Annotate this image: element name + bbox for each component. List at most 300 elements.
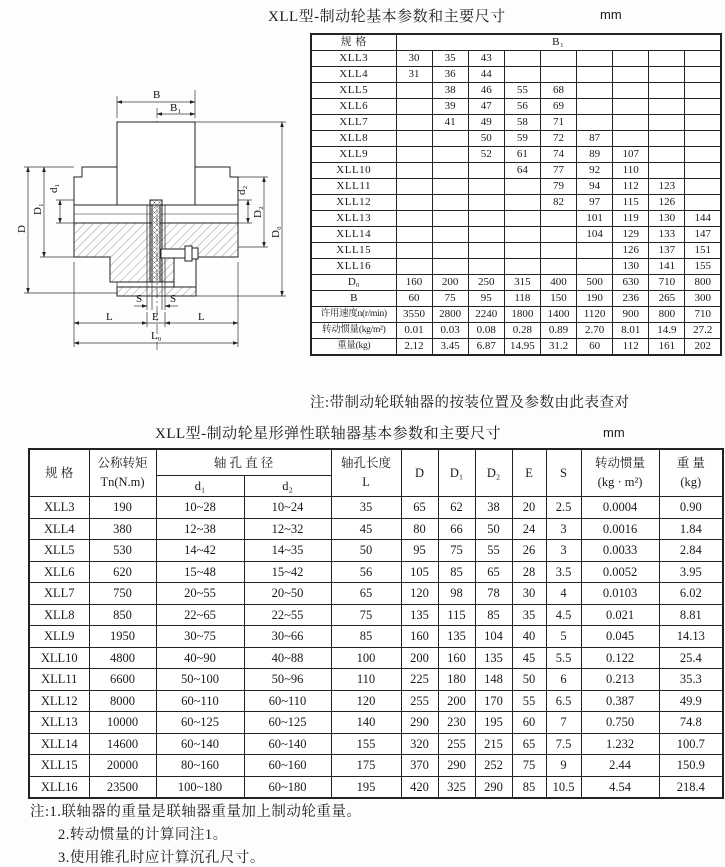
- coupling-table-row: [29, 583, 723, 605]
- torque-header-line1: 公称转矩: [97, 455, 148, 470]
- col-header-D: D: [401, 449, 438, 497]
- footer-value-cell: 800: [685, 275, 721, 291]
- footer-value-cell: 150: [540, 291, 576, 307]
- coupling-value-cell: 45: [512, 647, 546, 669]
- footer-value-cell: 202: [685, 339, 721, 356]
- b1-value-cell: [432, 259, 468, 275]
- coupling-value-cell: 160: [401, 626, 438, 648]
- coupling-value-cell: 22~65: [156, 604, 244, 626]
- coupling-value-cell: 290: [475, 776, 512, 798]
- coupling-value-cell: 3.5: [546, 561, 581, 583]
- b1-value-cell: [396, 259, 432, 275]
- coupling-value-cell: 10~28: [156, 497, 244, 519]
- b1-value-cell: 77: [540, 163, 576, 179]
- coupling-value-cell: 22~55: [244, 604, 331, 626]
- coupling-value-cell: 620: [89, 561, 156, 583]
- spec-cell: XLL12: [29, 690, 89, 712]
- dim-label-d2: d₂: [236, 185, 248, 195]
- coupling-value-cell: 380: [89, 518, 156, 540]
- coupling-value-cell: 60~140: [156, 733, 244, 755]
- b1-value-cell: [468, 163, 504, 179]
- coupling-value-cell: 120: [331, 690, 401, 712]
- coupling-value-cell: 105: [401, 561, 438, 583]
- coupling-value-cell: 60~160: [244, 755, 331, 777]
- b1-value-cell: 72: [540, 131, 576, 147]
- coupling-value-cell: 290: [438, 755, 475, 777]
- brake-table-row: [311, 99, 721, 115]
- bottom-note-3: 3.使用锥孔时应计算沉孔尺寸。: [58, 850, 265, 866]
- dim-label-D2: D₂: [252, 206, 264, 218]
- b1-column-header: B₁: [396, 34, 721, 51]
- coupling-value-cell: 35.3: [659, 669, 723, 691]
- b1-value-cell: 74: [540, 147, 576, 163]
- b1-value-cell: [468, 227, 504, 243]
- coupling-value-cell: 290: [401, 712, 438, 734]
- footer-value-cell: 95: [468, 291, 504, 307]
- coupling-value-cell: 20000: [89, 755, 156, 777]
- coupling-value-cell: 74.8: [659, 712, 723, 734]
- footer-value-cell: 60: [396, 291, 432, 307]
- coupling-header-row-1: [29, 449, 723, 476]
- b1-value-cell: 92: [577, 163, 613, 179]
- b1-value-cell: [540, 211, 576, 227]
- brake-table-row: [311, 243, 721, 259]
- footer-value-cell: 800: [649, 307, 685, 323]
- b1-value-cell: [432, 227, 468, 243]
- coupling-value-cell: 14~35: [244, 540, 331, 562]
- coupling-value-cell: 28: [512, 561, 546, 583]
- footer-value-cell: 60: [577, 339, 613, 356]
- coupling-value-cell: 10000: [89, 712, 156, 734]
- upper-unit-label: mm: [600, 7, 622, 22]
- b1-value-cell: [685, 51, 721, 67]
- brake-table-row: [311, 227, 721, 243]
- col-header-D1: D₁: [438, 449, 475, 497]
- brake-table-footer-row: [311, 307, 721, 323]
- b1-value-cell: [468, 179, 504, 195]
- coupling-value-cell: 4.5: [546, 604, 581, 626]
- coupling-value-cell: 65: [401, 497, 438, 519]
- b1-value-cell: [396, 195, 432, 211]
- coupling-value-cell: 35: [331, 497, 401, 519]
- coupling-value-cell: 78: [475, 583, 512, 605]
- coupling-value-cell: 40~90: [156, 647, 244, 669]
- footer-value-cell: 0.08: [468, 323, 504, 339]
- b1-value-cell: [649, 115, 685, 131]
- b1-value-cell: [432, 195, 468, 211]
- coupling-value-cell: 50: [475, 518, 512, 540]
- spec-cell: XLL7: [311, 115, 396, 131]
- footer-value-cell: 0.89: [540, 323, 576, 339]
- b1-value-cell: 129: [613, 227, 649, 243]
- b1-value-cell: 61: [504, 147, 540, 163]
- b1-value-cell: [468, 259, 504, 275]
- coupling-value-cell: 14~42: [156, 540, 244, 562]
- b1-value-cell: 144: [685, 211, 721, 227]
- coupling-table-row: [29, 561, 723, 583]
- coupling-value-cell: 56: [331, 561, 401, 583]
- spec-cell: XLL4: [29, 518, 89, 540]
- coupling-value-cell: 110: [331, 669, 401, 691]
- spec-cell: XLL5: [311, 83, 396, 99]
- footer-value-cell: 265: [649, 291, 685, 307]
- brake-table-footer-row: [311, 291, 721, 307]
- coupling-value-cell: 2.5: [546, 497, 581, 519]
- b1-value-cell: [649, 51, 685, 67]
- b1-value-cell: 50: [468, 131, 504, 147]
- footer-value-cell: 161: [649, 339, 685, 356]
- coupling-value-cell: 95: [401, 540, 438, 562]
- footer-value-cell: 710: [685, 307, 721, 323]
- b1-value-cell: [577, 83, 613, 99]
- spec-cell: XLL15: [311, 243, 396, 259]
- coupling-table-row: [29, 626, 723, 648]
- coupling-value-cell: 0.122: [581, 647, 659, 669]
- coupling-value-cell: 0.90: [659, 497, 723, 519]
- coupling-value-cell: 0.213: [581, 669, 659, 691]
- footer-value-cell: 14.95: [504, 339, 540, 356]
- footer-value-cell: 315: [504, 275, 540, 291]
- coupling-value-cell: 10~24: [244, 497, 331, 519]
- footer-value-cell: 3.45: [432, 339, 468, 356]
- coupling-value-cell: 135: [475, 647, 512, 669]
- brake-table-row: [311, 131, 721, 147]
- footer-value-cell: 2.12: [396, 339, 432, 356]
- col-header-d2: d₂: [244, 476, 331, 497]
- coupling-table-row: [29, 497, 723, 519]
- coupling-value-cell: 195: [475, 712, 512, 734]
- brake-table-header-row: [311, 34, 721, 51]
- brake-table-row: [311, 163, 721, 179]
- brake-table-footer-row: [311, 275, 721, 291]
- coupling-value-cell: 65: [475, 561, 512, 583]
- b1-value-cell: [613, 131, 649, 147]
- coupling-value-cell: 85: [331, 626, 401, 648]
- spec-cell: XLL12: [311, 195, 396, 211]
- b1-value-cell: [685, 83, 721, 99]
- footer-value-cell: 2800: [432, 307, 468, 323]
- b1-value-cell: 147: [685, 227, 721, 243]
- coupling-parameters-table: [28, 448, 724, 799]
- b1-value-cell: 89: [577, 147, 613, 163]
- coupling-value-cell: 175: [331, 755, 401, 777]
- footer-value-cell: 1400: [540, 307, 576, 323]
- b1-value-cell: [432, 211, 468, 227]
- b1-value-cell: 104: [577, 227, 613, 243]
- bottom-note-2: 2.转动惯量的计算同注1。: [58, 827, 228, 843]
- b1-value-cell: 130: [649, 211, 685, 227]
- b1-value-cell: [649, 67, 685, 83]
- brake-table-footer-row: [311, 323, 721, 339]
- b1-value-cell: 64: [504, 163, 540, 179]
- b1-value-cell: [396, 243, 432, 259]
- dim-label-D1: D₁: [32, 203, 44, 215]
- coupling-value-cell: 255: [438, 733, 475, 755]
- b1-value-cell: [685, 163, 721, 179]
- coupling-value-cell: 2.84: [659, 540, 723, 562]
- coupling-table-row: [29, 604, 723, 626]
- b1-value-cell: [613, 51, 649, 67]
- b1-value-cell: [649, 131, 685, 147]
- coupling-value-cell: 230: [438, 712, 475, 734]
- b1-value-cell: 141: [649, 259, 685, 275]
- spec-cell: XLL13: [311, 211, 396, 227]
- spec-cell: XLL16: [311, 259, 396, 275]
- coupling-value-cell: 135: [438, 626, 475, 648]
- spec-cell: XLL8: [311, 131, 396, 147]
- b1-value-cell: 52: [468, 147, 504, 163]
- b1-value-cell: [504, 51, 540, 67]
- b1-value-cell: [649, 83, 685, 99]
- coupling-value-cell: 12~38: [156, 518, 244, 540]
- col-header-inertia: [581, 449, 659, 497]
- b1-value-cell: [504, 259, 540, 275]
- coupling-value-cell: 325: [438, 776, 475, 798]
- dim-label-S-right: S: [170, 293, 177, 305]
- footer-value-cell: 500: [577, 275, 613, 291]
- b1-value-cell: 94: [577, 179, 613, 195]
- coupling-value-cell: 6600: [89, 669, 156, 691]
- coupling-value-cell: 30~75: [156, 626, 244, 648]
- footer-value-cell: 0.03: [432, 323, 468, 339]
- coupling-value-cell: 75: [512, 755, 546, 777]
- coupling-value-cell: 62: [438, 497, 475, 519]
- b1-value-cell: [540, 227, 576, 243]
- b1-value-cell: 87: [577, 131, 613, 147]
- coupling-value-cell: 55: [475, 540, 512, 562]
- coupling-value-cell: 6: [546, 669, 581, 691]
- dim-label-L-left: L: [106, 311, 113, 323]
- coupling-value-cell: 9: [546, 755, 581, 777]
- coupling-value-cell: 40~88: [244, 647, 331, 669]
- footer-value-cell: 1120: [577, 307, 613, 323]
- spec-cell: XLL13: [29, 712, 89, 734]
- b1-value-cell: 69: [540, 99, 576, 115]
- coupling-value-cell: 98: [438, 583, 475, 605]
- coupling-value-cell: 75: [331, 604, 401, 626]
- spec-cell: XLL14: [311, 227, 396, 243]
- coupling-value-cell: 100: [331, 647, 401, 669]
- b1-value-cell: [396, 211, 432, 227]
- spec-cell: XLL9: [311, 147, 396, 163]
- weight-header-line1: 重 量: [676, 455, 705, 470]
- upper-title: XLL型-制动轮基本参数和主要尺寸: [268, 9, 506, 25]
- dim-label-d1: d₁: [48, 183, 60, 193]
- brake-table-row: [311, 115, 721, 131]
- coupling-value-cell: 85: [438, 561, 475, 583]
- b1-value-cell: 35: [432, 51, 468, 67]
- b1-value-cell: 101: [577, 211, 613, 227]
- b1-value-cell: [468, 243, 504, 259]
- b1-value-cell: 126: [613, 243, 649, 259]
- coupling-value-cell: 23500: [89, 776, 156, 798]
- coupling-value-cell: 850: [89, 604, 156, 626]
- coupling-value-cell: 49.9: [659, 690, 723, 712]
- coupling-value-cell: 7: [546, 712, 581, 734]
- coupling-value-cell: 1950: [89, 626, 156, 648]
- coupling-table-row: [29, 669, 723, 691]
- coupling-value-cell: 2.44: [581, 755, 659, 777]
- coupling-value-cell: 8000: [89, 690, 156, 712]
- dim-label-D0: D₀: [270, 226, 282, 238]
- dim-label-S-left: S: [136, 293, 143, 305]
- upper-table-note: 注:带制动轮联轴器的按装位置及参数由此表查对: [310, 395, 630, 411]
- coupling-value-cell: 12~32: [244, 518, 331, 540]
- b1-value-cell: [504, 243, 540, 259]
- coupling-value-cell: 150.9: [659, 755, 723, 777]
- b1-value-cell: 39: [432, 99, 468, 115]
- coupling-value-cell: 4: [546, 583, 581, 605]
- coupling-table-row: [29, 690, 723, 712]
- col-header-bore-length: [331, 449, 401, 497]
- coupling-table-row: [29, 733, 723, 755]
- coupling-value-cell: 60: [512, 712, 546, 734]
- b1-value-cell: [504, 179, 540, 195]
- footer-value-cell: 8.01: [613, 323, 649, 339]
- footer-value-cell: 236: [613, 291, 649, 307]
- bore-length-line2: L: [362, 475, 370, 489]
- coupling-value-cell: 60~140: [244, 733, 331, 755]
- spec-cell: XLL3: [29, 497, 89, 519]
- coupling-value-cell: 35: [512, 604, 546, 626]
- footer-value-cell: 200: [432, 275, 468, 291]
- coupling-value-cell: 6.02: [659, 583, 723, 605]
- b1-value-cell: [504, 195, 540, 211]
- b1-value-cell: [504, 67, 540, 83]
- coupling-section-drawing: [12, 50, 304, 395]
- b1-value-cell: [577, 115, 613, 131]
- b1-value-cell: [540, 67, 576, 83]
- brake-table-row: [311, 211, 721, 227]
- spec-cell: XLL6: [311, 99, 396, 115]
- coupling-value-cell: 104: [475, 626, 512, 648]
- coupling-value-cell: 215: [475, 733, 512, 755]
- coupling-value-cell: 26: [512, 540, 546, 562]
- coupling-value-cell: 0.0103: [581, 583, 659, 605]
- brake-table-row: [311, 147, 721, 163]
- coupling-value-cell: 4.54: [581, 776, 659, 798]
- spec-cell: XLL11: [311, 179, 396, 195]
- bore-length-line1: 轴孔长度: [341, 455, 392, 470]
- b1-value-cell: [577, 67, 613, 83]
- spec-cell: XLL6: [29, 561, 89, 583]
- b1-value-cell: [468, 211, 504, 227]
- footer-label-cell: D₀: [311, 275, 396, 291]
- coupling-value-cell: 15~42: [244, 561, 331, 583]
- coupling-value-cell: 50~96: [244, 669, 331, 691]
- b1-value-cell: [613, 115, 649, 131]
- coupling-value-cell: 15~48: [156, 561, 244, 583]
- weight-header-line2: (kg): [680, 475, 702, 489]
- footer-value-cell: 112: [613, 339, 649, 356]
- dim-label-B: B: [153, 89, 161, 101]
- b1-value-cell: [613, 83, 649, 99]
- coupling-value-cell: 0.0033: [581, 540, 659, 562]
- coupling-value-cell: 8.81: [659, 604, 723, 626]
- coupling-value-cell: 225: [401, 669, 438, 691]
- coupling-value-cell: 0.021: [581, 604, 659, 626]
- coupling-value-cell: 14.13: [659, 626, 723, 648]
- footer-value-cell: 900: [613, 307, 649, 323]
- footer-label-cell: 重量(kg): [311, 339, 396, 356]
- dim-label-D: D: [16, 225, 28, 233]
- b1-value-cell: 58: [504, 115, 540, 131]
- spec-cell: XLL7: [29, 583, 89, 605]
- coupling-value-cell: 530: [89, 540, 156, 562]
- b1-value-cell: [613, 67, 649, 83]
- spec-cell: XLL9: [29, 626, 89, 648]
- coupling-value-cell: 3: [546, 518, 581, 540]
- b1-value-cell: 46: [468, 83, 504, 99]
- b1-value-cell: [396, 227, 432, 243]
- brake-table-footer-row: [311, 339, 721, 356]
- spec-cell: XLL8: [29, 604, 89, 626]
- spec-cell: XLL15: [29, 755, 89, 777]
- b1-value-cell: [432, 131, 468, 147]
- b1-value-cell: 71: [540, 115, 576, 131]
- b1-value-cell: [468, 195, 504, 211]
- footer-value-cell: 1800: [504, 307, 540, 323]
- coupling-value-cell: 115: [438, 604, 475, 626]
- bottom-note-1: 注:1.联轴器的重量是联轴器重量加上制动轮重量。: [30, 804, 362, 820]
- b1-value-cell: [540, 259, 576, 275]
- coupling-value-cell: 750: [89, 583, 156, 605]
- footer-value-cell: 2.70: [577, 323, 613, 339]
- coupling-value-cell: 45: [331, 518, 401, 540]
- coupling-table-row: [29, 518, 723, 540]
- coupling-value-cell: 200: [438, 690, 475, 712]
- coupling-value-cell: 190: [89, 497, 156, 519]
- coupling-value-cell: 65: [512, 733, 546, 755]
- coupling-value-cell: 66: [438, 518, 475, 540]
- coupling-value-cell: 20: [512, 497, 546, 519]
- coupling-value-cell: 6.5: [546, 690, 581, 712]
- coupling-value-cell: 320: [401, 733, 438, 755]
- coupling-value-cell: 5: [546, 626, 581, 648]
- b1-value-cell: 133: [649, 227, 685, 243]
- coupling-value-cell: 60~125: [156, 712, 244, 734]
- inertia-header-line2: (kg · m²): [597, 475, 643, 489]
- coupling-value-cell: 30: [512, 583, 546, 605]
- b1-value-cell: [577, 99, 613, 115]
- b1-value-cell: [685, 99, 721, 115]
- spec-cell: XLL5: [29, 540, 89, 562]
- b1-value-cell: [685, 195, 721, 211]
- coupling-table-row: [29, 712, 723, 734]
- footer-value-cell: 118: [504, 291, 540, 307]
- coupling-value-cell: 25.4: [659, 647, 723, 669]
- col-header-E: E: [512, 449, 546, 497]
- dim-label-L0: L₀: [151, 330, 162, 342]
- b1-value-cell: [396, 115, 432, 131]
- b1-value-cell: 41: [432, 115, 468, 131]
- coupling-value-cell: 120: [401, 583, 438, 605]
- b1-value-cell: 112: [613, 179, 649, 195]
- footer-value-cell: 400: [540, 275, 576, 291]
- coupling-value-cell: 155: [331, 733, 401, 755]
- b1-value-cell: 126: [649, 195, 685, 211]
- coupling-value-cell: 0.387: [581, 690, 659, 712]
- col-header-weight: [659, 449, 723, 497]
- coupling-value-cell: 80: [401, 518, 438, 540]
- b1-value-cell: 49: [468, 115, 504, 131]
- b1-value-cell: [432, 163, 468, 179]
- coupling-value-cell: 7.5: [546, 733, 581, 755]
- b1-value-cell: [649, 163, 685, 179]
- coupling-value-cell: 14600: [89, 733, 156, 755]
- b1-value-cell: 43: [468, 51, 504, 67]
- brake-table-row: [311, 179, 721, 195]
